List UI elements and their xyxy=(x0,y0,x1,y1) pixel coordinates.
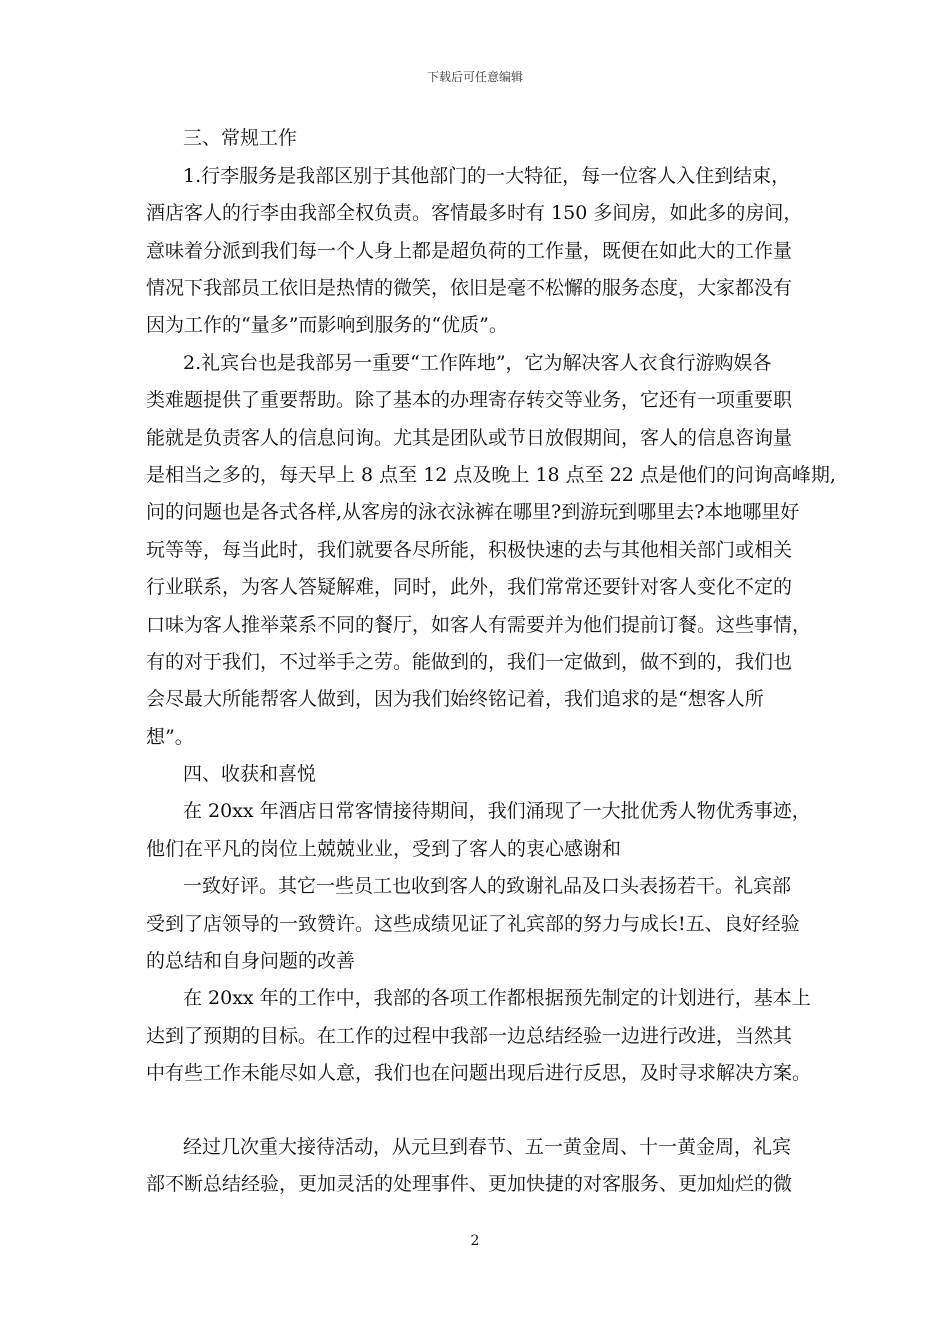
paragraph-line: 中有些工作未能尽如人意，我们也在问题出现后进行反思，及时寻求解决方案。 xyxy=(146,1062,812,1084)
paragraph-line: 的总结和自身问题的改善 xyxy=(146,950,356,972)
paragraph-line: 会尽最大所能帮客人做到，因为我们始终铭记着，我们追求的是“想客人所 xyxy=(146,688,764,710)
paragraph-line: 情况下我部员工依旧是热情的微笑，依旧是毫不松懈的服务态度，大家都没有 xyxy=(146,277,793,299)
paragraph-line: 玩等等，每当此时，我们就要各尽所能，积极快速的去与其他相关部门或相关 xyxy=(146,539,793,561)
header-note: 下载后可任意编辑 xyxy=(426,70,523,84)
paragraph-line: 酒店客人的行李由我部全权负责。客情最多时有 150 多间房，如此多的房间， xyxy=(146,202,803,224)
paragraph-line: 一致好评。其它一些员工也收到客人的致谢礼品及口头表扬若干。礼宾部 xyxy=(183,875,792,897)
paragraph-line: 是相当之多的，每天早上 8 点至 12 点及晚上 18 点至 22 点是他们的问询高峰期, xyxy=(146,464,836,486)
paragraph-line: 他们在平凡的岗位上兢兢业业，受到了客人的衷心感谢和 xyxy=(146,838,622,860)
section-heading-3: 三、常规工作 xyxy=(183,127,298,149)
paragraph-line: 问的问题也是各式各样,从客房的泳衣泳裤在哪里?到游玩到哪里去?本地哪里好 xyxy=(146,501,800,523)
paragraph-line: 行业联系，为客人答疑解难，同时，此外，我们常常还要针对客人变化不定的 xyxy=(146,576,793,598)
paragraph-line: 部不断总结经验，更加灵活的处理事件、更加快捷的对客服务、更加灿烂的微 xyxy=(146,1173,793,1195)
paragraph-line: 达到了预期的目标。在工作的过程中我部一边总结经验一边进行改进，当然其 xyxy=(146,1025,793,1047)
paragraph-line: 想”。 xyxy=(146,726,194,748)
paragraph-line: 意味着分派到我们每一个人身上都是超负荷的工作量，既便在如此大的工作量 xyxy=(146,240,793,262)
paragraph-line: 2.礼宾台也是我部另一重要“工作阵地”，它为解决客人衣食行游购娱各 xyxy=(183,352,772,374)
paragraph-line: 受到了店领导的一致赞许。这些成绩见证了礼宾部的努力与成长!五、良好经验 xyxy=(146,913,800,935)
page-number: 2 xyxy=(470,1233,480,1249)
paragraph-line: 有的对于我们，不过举手之劳。能做到的，我们一定做到，做不到的，我们也 xyxy=(146,651,793,673)
paragraph-line: 在 20xx 年的工作中，我部的各项工作都根据预先制定的计划进行，基本上 xyxy=(183,987,811,1009)
paragraph-line: 因为工作的“量多”而影响到服务的“优质”。 xyxy=(146,314,508,336)
paragraph-line: 能就是负责客人的信息问询。尤其是团队或节日放假期间，客人的信息咨询量 xyxy=(146,427,793,449)
paragraph-line: 在 20xx 年酒店日常客情接待期间，我们涌现了一大批优秀人物优秀事迹， xyxy=(183,800,811,822)
paragraph-line: 类难题提供了重要帮助。除了基本的办理寄存转交等业务，它还有一项重要职 xyxy=(146,389,793,411)
paragraph-line: 1.行李服务是我部区别于其他部门的一大特征，每一位客人入住到结束， xyxy=(183,165,791,187)
section-heading-4: 四、收获和喜悦 xyxy=(183,763,317,785)
paragraph-line: 经过几次重大接待活动，从元旦到春节、五一黄金周、十一黄金周，礼宾 xyxy=(183,1136,792,1158)
paragraph-line: 口味为客人推举菜系不同的餐厅，如客人有需要并为他们提前订餐。这些事情， xyxy=(146,614,812,636)
